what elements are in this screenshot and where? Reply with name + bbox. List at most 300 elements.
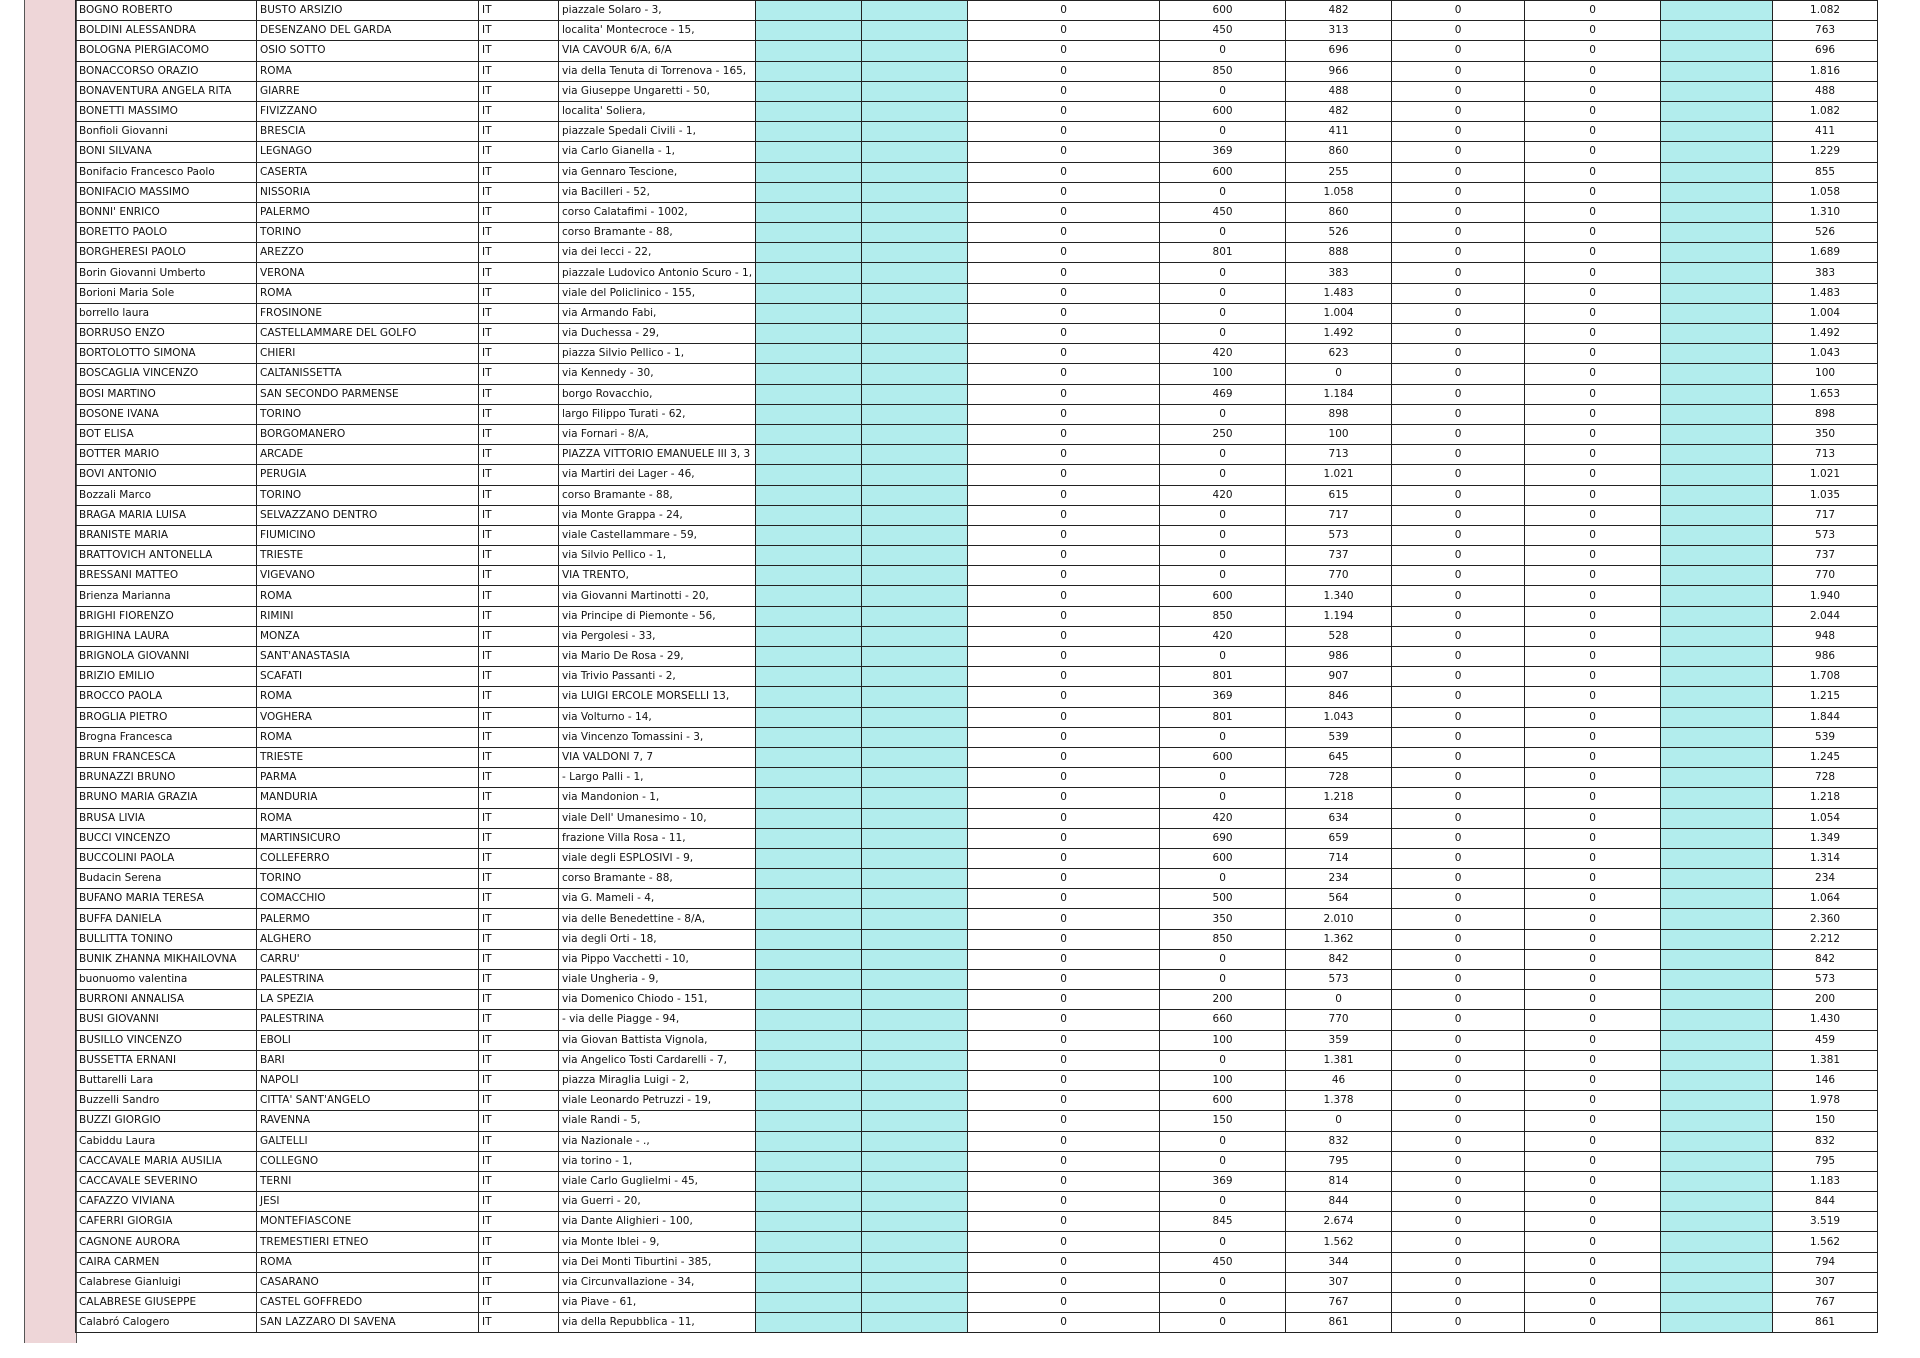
cell-blank-highlight <box>862 41 968 61</box>
cell-total: 1.035 <box>1773 485 1878 505</box>
cell-value: 0 <box>968 41 1160 61</box>
cell-blank-highlight <box>756 485 862 505</box>
cell-value: 526 <box>1286 223 1392 243</box>
cell-total: 842 <box>1773 949 1878 969</box>
cell-blank-highlight <box>862 81 968 101</box>
table-row <box>76 808 1878 828</box>
cell-value: 0 <box>1392 606 1525 626</box>
cell-address: via Pergolesi - 33, <box>559 626 756 646</box>
cell-total: 737 <box>1773 546 1878 566</box>
cell-total: 1.314 <box>1773 848 1878 868</box>
cell-blank-highlight <box>756 81 862 101</box>
cell-blank-highlight <box>862 990 968 1010</box>
table-row <box>76 1010 1878 1030</box>
cell-city: VIGEVANO <box>257 566 479 586</box>
cell-blank-highlight <box>862 525 968 545</box>
cell-city: ROMA <box>257 283 479 303</box>
cell-address: via Circunvallazione - 34, <box>559 1272 756 1292</box>
cell-blank-highlight <box>756 1171 862 1191</box>
cell-blank-highlight <box>862 424 968 444</box>
cell-country: IT <box>479 687 559 707</box>
cell-value: 0 <box>968 707 1160 727</box>
table-row <box>76 1272 1878 1292</box>
cell-blank-highlight <box>756 647 862 667</box>
cell-value: 0 <box>1525 81 1661 101</box>
cell-value: 850 <box>1160 61 1286 81</box>
cell-city: PALERMO <box>257 202 479 222</box>
cell-address: piazza Silvio Pellico - 1, <box>559 344 756 364</box>
cell-address: via della Repubblica - 11, <box>559 1313 756 1333</box>
cell-name: Borin Giovanni Umberto <box>76 263 257 283</box>
cell-country: IT <box>479 1313 559 1333</box>
cell-value: 845 <box>1160 1212 1286 1232</box>
cell-value: 600 <box>1160 848 1286 868</box>
cell-total: 770 <box>1773 566 1878 586</box>
cell-value: 0 <box>1160 505 1286 525</box>
cell-address: via Bacilleri - 52, <box>559 182 756 202</box>
cell-city: GIARRE <box>257 81 479 101</box>
cell-country: IT <box>479 768 559 788</box>
cell-country: IT <box>479 626 559 646</box>
cell-blank-highlight <box>862 263 968 283</box>
table-row <box>76 21 1878 41</box>
cell-blank-highlight <box>862 1192 968 1212</box>
cell-value: 0 <box>1392 1131 1525 1151</box>
cell-name: BOSONE IVANA <box>76 404 257 424</box>
cell-blank-highlight <box>862 404 968 424</box>
cell-value: 0 <box>968 81 1160 101</box>
cell-address: via Fornari - 8/A, <box>559 424 756 444</box>
cell-blank-highlight <box>756 606 862 626</box>
cell-name: BONIFACIO MASSIMO <box>76 182 257 202</box>
cell-value: 0 <box>1525 182 1661 202</box>
cell-city: PARMA <box>257 768 479 788</box>
cell-blank-highlight <box>1661 949 1773 969</box>
cell-city: VOGHERA <box>257 707 479 727</box>
table-row <box>76 1192 1878 1212</box>
cell-value: 0 <box>968 1293 1160 1313</box>
cell-total: 350 <box>1773 424 1878 444</box>
cell-value: 0 <box>1525 1252 1661 1272</box>
table-row <box>76 566 1878 586</box>
cell-total: 1.562 <box>1773 1232 1878 1252</box>
cell-value: 1.483 <box>1286 283 1392 303</box>
cell-value: 860 <box>1286 202 1392 222</box>
cell-name: BRAGA MARIA LUISA <box>76 505 257 525</box>
cell-value: 1.218 <box>1286 788 1392 808</box>
cell-city: GALTELLI <box>257 1131 479 1151</box>
cell-address: via Domenico Chiodo - 151, <box>559 990 756 1010</box>
cell-value: 0 <box>968 808 1160 828</box>
cell-value: 986 <box>1286 647 1392 667</box>
cell-value: 0 <box>1392 1070 1525 1090</box>
cell-blank-highlight <box>862 1151 968 1171</box>
cell-country: IT <box>479 162 559 182</box>
cell-value: 0 <box>968 384 1160 404</box>
table-body <box>76 1 1878 1333</box>
cell-blank-highlight <box>756 101 862 121</box>
cell-value: 369 <box>1160 687 1286 707</box>
cell-blank-highlight <box>1661 243 1773 263</box>
cell-value: 0 <box>1525 626 1661 646</box>
cell-blank-highlight <box>756 949 862 969</box>
cell-value: 0 <box>1160 949 1286 969</box>
cell-blank-highlight <box>862 606 968 626</box>
table-row <box>76 949 1878 969</box>
cell-value: 0 <box>1160 1131 1286 1151</box>
cell-blank-highlight <box>756 848 862 868</box>
cell-value: 0 <box>968 1091 1160 1111</box>
cell-total: 832 <box>1773 1131 1878 1151</box>
cell-value: 469 <box>1160 384 1286 404</box>
cell-value: 250 <box>1160 424 1286 444</box>
cell-country: IT <box>479 869 559 889</box>
table-row <box>76 586 1878 606</box>
cell-value: 0 <box>968 1111 1160 1131</box>
cell-city: ROMA <box>257 808 479 828</box>
cell-city: SAN SECONDO PARMENSE <box>257 384 479 404</box>
cell-blank-highlight <box>1661 61 1773 81</box>
cell-blank-highlight <box>756 828 862 848</box>
cell-address: via Martiri dei Lager - 46, <box>559 465 756 485</box>
cell-city: MONZA <box>257 626 479 646</box>
table-row <box>76 1111 1878 1131</box>
cell-city: TERNI <box>257 1171 479 1191</box>
cell-value: 0 <box>1160 465 1286 485</box>
cell-blank-highlight <box>1661 1010 1773 1030</box>
cell-address: viale Castellammare - 59, <box>559 525 756 545</box>
cell-blank-highlight <box>1661 990 1773 1010</box>
cell-country: IT <box>479 727 559 747</box>
cell-address: via Mario De Rosa - 29, <box>559 647 756 667</box>
cell-value: 0 <box>968 424 1160 444</box>
table-row <box>76 1030 1878 1050</box>
cell-total: 861 <box>1773 1313 1878 1333</box>
table-row <box>76 162 1878 182</box>
cell-total: 696 <box>1773 41 1878 61</box>
cell-blank-highlight <box>1661 889 1773 909</box>
cell-value: 0 <box>1392 182 1525 202</box>
cell-value: 0 <box>1286 364 1392 384</box>
cell-value: 0 <box>1525 283 1661 303</box>
cell-blank-highlight <box>862 142 968 162</box>
cell-name: Buzzelli Sandro <box>76 1091 257 1111</box>
cell-total: 948 <box>1773 626 1878 646</box>
spreadsheet-area <box>75 0 1878 1333</box>
cell-value: 564 <box>1286 889 1392 909</box>
cell-address: - via delle Piagge - 94, <box>559 1010 756 1030</box>
cell-value: 0 <box>968 1010 1160 1030</box>
cell-blank-highlight <box>756 1070 862 1090</box>
cell-blank-highlight <box>756 505 862 525</box>
cell-city: FIUMICINO <box>257 525 479 545</box>
cell-name: BORTOLOTTO SIMONA <box>76 344 257 364</box>
cell-blank-highlight <box>756 465 862 485</box>
cell-value: 0 <box>1525 1171 1661 1191</box>
cell-country: IT <box>479 889 559 909</box>
cell-value: 0 <box>1392 949 1525 969</box>
cell-address: via Gennaro Tescione, <box>559 162 756 182</box>
cell-value: 0 <box>1160 970 1286 990</box>
cell-value: 0 <box>968 485 1160 505</box>
cell-blank-highlight <box>862 1030 968 1050</box>
cell-value: 0 <box>1392 404 1525 424</box>
cell-blank-highlight <box>1661 142 1773 162</box>
cell-total: 1.218 <box>1773 788 1878 808</box>
cell-name: BOSCAGLIA VINCENZO <box>76 364 257 384</box>
cell-value: 0 <box>1525 122 1661 142</box>
cell-value: 0 <box>1392 465 1525 485</box>
cell-blank-highlight <box>1661 122 1773 142</box>
table-row <box>76 606 1878 626</box>
table-row <box>76 1 1878 21</box>
cell-blank-highlight <box>1661 21 1773 41</box>
cell-value: 0 <box>1392 525 1525 545</box>
cell-blank-highlight <box>756 61 862 81</box>
table-row <box>76 41 1878 61</box>
table-row <box>76 384 1878 404</box>
cell-address: via delle Benedettine - 8/A, <box>559 909 756 929</box>
cell-blank-highlight <box>756 1192 862 1212</box>
cell-value: 690 <box>1160 828 1286 848</box>
cell-value: 0 <box>1525 889 1661 909</box>
cell-value: 0 <box>1525 162 1661 182</box>
cell-value: 0 <box>968 647 1160 667</box>
cell-blank-highlight <box>862 808 968 828</box>
cell-value: 0 <box>1392 626 1525 646</box>
cell-total: 150 <box>1773 1111 1878 1131</box>
cell-value: 0 <box>1392 1050 1525 1070</box>
cell-address: - Largo Palli - 1, <box>559 768 756 788</box>
cell-blank-highlight <box>756 21 862 41</box>
cell-name: BORRUSO ENZO <box>76 324 257 344</box>
cell-total: 713 <box>1773 445 1878 465</box>
cell-country: IT <box>479 41 559 61</box>
table-row <box>76 142 1878 162</box>
table-row <box>76 1293 1878 1313</box>
cell-blank-highlight <box>862 1050 968 1070</box>
cell-value: 383 <box>1286 263 1392 283</box>
cell-value: 0 <box>1160 283 1286 303</box>
cell-address: corso Bramante - 88, <box>559 869 756 889</box>
cell-value: 450 <box>1160 1252 1286 1272</box>
cell-value: 0 <box>1525 788 1661 808</box>
cell-total: 1.082 <box>1773 101 1878 121</box>
cell-country: IT <box>479 808 559 828</box>
cell-value: 0 <box>1525 929 1661 949</box>
cell-value: 0 <box>968 1030 1160 1050</box>
cell-address: via dei lecci - 22, <box>559 243 756 263</box>
cell-value: 0 <box>1525 525 1661 545</box>
cell-name: CAFERRI GIORGIA <box>76 1212 257 1232</box>
cell-blank-highlight <box>862 283 968 303</box>
cell-country: IT <box>479 324 559 344</box>
table-row <box>76 1050 1878 1070</box>
cell-value: 1.362 <box>1286 929 1392 949</box>
cell-value: 0 <box>1525 1 1661 21</box>
cell-value: 500 <box>1160 889 1286 909</box>
cell-address: viale Ungheria - 9, <box>559 970 756 990</box>
cell-country: IT <box>479 1212 559 1232</box>
cell-value: 0 <box>1392 1252 1525 1272</box>
cell-country: IT <box>479 1272 559 1292</box>
cell-value: 0 <box>1392 546 1525 566</box>
cell-country: IT <box>479 788 559 808</box>
cell-blank-highlight <box>862 344 968 364</box>
cell-name: BRUNAZZI BRUNO <box>76 768 257 788</box>
table-row <box>76 546 1878 566</box>
cell-address: piazzale Solaro - 3, <box>559 1 756 21</box>
cell-name: CALABRESE GIUSEPPE <box>76 1293 257 1313</box>
cell-value: 0 <box>1525 647 1661 667</box>
cell-address: via Monte Grappa - 24, <box>559 505 756 525</box>
cell-value: 0 <box>1525 1050 1661 1070</box>
table-row <box>76 687 1878 707</box>
cell-blank-highlight <box>1661 788 1773 808</box>
cell-address: via Piave - 61, <box>559 1293 756 1313</box>
cell-blank-highlight <box>756 384 862 404</box>
cell-value: 0 <box>1392 586 1525 606</box>
cell-blank-highlight <box>862 1232 968 1252</box>
cell-value: 0 <box>1525 667 1661 687</box>
cell-value: 0 <box>1392 1091 1525 1111</box>
cell-country: IT <box>479 21 559 41</box>
cell-value: 737 <box>1286 546 1392 566</box>
cell-value: 0 <box>1525 445 1661 465</box>
cell-value: 0 <box>1392 848 1525 868</box>
cell-country: IT <box>479 465 559 485</box>
cell-total: 1.082 <box>1773 1 1878 21</box>
table-row <box>76 364 1878 384</box>
cell-country: IT <box>479 586 559 606</box>
cell-total: 1.689 <box>1773 243 1878 263</box>
cell-value: 0 <box>968 445 1160 465</box>
cell-blank-highlight <box>1661 546 1773 566</box>
cell-value: 100 <box>1160 1070 1286 1090</box>
cell-blank-highlight <box>862 768 968 788</box>
cell-blank-highlight <box>862 1070 968 1090</box>
cell-value: 634 <box>1286 808 1392 828</box>
cell-blank-highlight <box>1661 465 1773 485</box>
cell-value: 0 <box>1392 21 1525 41</box>
cell-value: 0 <box>968 768 1160 788</box>
cell-country: IT <box>479 1192 559 1212</box>
cell-city: CHIERI <box>257 344 479 364</box>
cell-total: 767 <box>1773 1293 1878 1313</box>
cell-value: 0 <box>1392 687 1525 707</box>
cell-value: 0 <box>968 505 1160 525</box>
cell-blank-highlight <box>862 1010 968 1030</box>
cell-city: BUSTO ARSIZIO <box>257 1 479 21</box>
cell-blank-highlight <box>1661 101 1773 121</box>
table-row <box>76 445 1878 465</box>
cell-city: PALESTRINA <box>257 970 479 990</box>
cell-value: 0 <box>1525 1232 1661 1252</box>
cell-blank-highlight <box>862 505 968 525</box>
cell-value: 0 <box>1525 41 1661 61</box>
cell-value: 0 <box>1525 949 1661 969</box>
cell-name: BONNI' ENRICO <box>76 202 257 222</box>
cell-blank-highlight <box>756 344 862 364</box>
cell-city: NISSORIA <box>257 182 479 202</box>
cell-city: TORINO <box>257 223 479 243</box>
cell-name: BUSILLO VINCENZO <box>76 1030 257 1050</box>
cell-name: BORGHERESI PAOLO <box>76 243 257 263</box>
cell-value: 0 <box>968 747 1160 767</box>
cell-name: BOGNO ROBERTO <box>76 1 257 21</box>
cell-value: 795 <box>1286 1151 1392 1171</box>
cell-address: via Nazionale - ., <box>559 1131 756 1151</box>
cell-city: SAN LAZZARO DI SAVENA <box>257 1313 479 1333</box>
table-row <box>76 970 1878 990</box>
cell-blank-highlight <box>756 929 862 949</box>
cell-total: 1.043 <box>1773 344 1878 364</box>
cell-address: via della Tenuta di Torrenova - 165, <box>559 61 756 81</box>
table-row <box>76 122 1878 142</box>
cell-blank-highlight <box>756 788 862 808</box>
cell-value: 0 <box>1525 263 1661 283</box>
cell-blank-highlight <box>1661 1293 1773 1313</box>
cell-country: IT <box>479 384 559 404</box>
cell-city: ROMA <box>257 1252 479 1272</box>
table-row <box>76 990 1878 1010</box>
cell-value: 0 <box>1160 263 1286 283</box>
cell-blank-highlight <box>1661 1272 1773 1292</box>
cell-value: 0 <box>1525 364 1661 384</box>
cell-city: BRESCIA <box>257 122 479 142</box>
cell-address: via Mandonion - 1, <box>559 788 756 808</box>
cell-address: via Principe di Piemonte - 56, <box>559 606 756 626</box>
cell-blank-highlight <box>862 223 968 243</box>
cell-country: IT <box>479 364 559 384</box>
cell-blank-highlight <box>862 546 968 566</box>
cell-blank-highlight <box>756 1272 862 1292</box>
cell-blank-highlight <box>862 1212 968 1232</box>
cell-blank-highlight <box>862 1313 968 1333</box>
cell-value: 0 <box>1525 465 1661 485</box>
cell-value: 0 <box>1525 970 1661 990</box>
cell-value: 350 <box>1160 909 1286 929</box>
cell-value: 0 <box>968 687 1160 707</box>
cell-address: viale degli ESPLOSIVI - 9, <box>559 848 756 868</box>
cell-name: BOT ELISA <box>76 424 257 444</box>
cell-value: 344 <box>1286 1252 1392 1272</box>
cell-address: via Volturno - 14, <box>559 707 756 727</box>
table-row <box>76 1232 1878 1252</box>
cell-blank-highlight <box>756 324 862 344</box>
table-row <box>76 1091 1878 1111</box>
cell-blank-highlight <box>756 970 862 990</box>
cell-blank-highlight <box>862 445 968 465</box>
cell-blank-highlight <box>1661 1192 1773 1212</box>
cell-blank-highlight <box>756 364 862 384</box>
cell-value: 0 <box>1392 768 1525 788</box>
cell-country: IT <box>479 1171 559 1191</box>
cell-blank-highlight <box>756 1050 862 1070</box>
cell-total: 1.004 <box>1773 303 1878 323</box>
cell-value: 801 <box>1160 667 1286 687</box>
cell-address: viale del Policlinico - 155, <box>559 283 756 303</box>
cell-name: buonuomo valentina <box>76 970 257 990</box>
cell-value: 0 <box>968 263 1160 283</box>
cell-value: 528 <box>1286 626 1392 646</box>
cell-city: LEGNAGO <box>257 142 479 162</box>
cell-value: 0 <box>1392 1313 1525 1333</box>
cell-blank-highlight <box>1661 505 1773 525</box>
cell-total: 844 <box>1773 1192 1878 1212</box>
cell-name: BRIZIO EMILIO <box>76 667 257 687</box>
cell-name: BUNIK ZHANNA MIKHAILOVNA <box>76 949 257 969</box>
